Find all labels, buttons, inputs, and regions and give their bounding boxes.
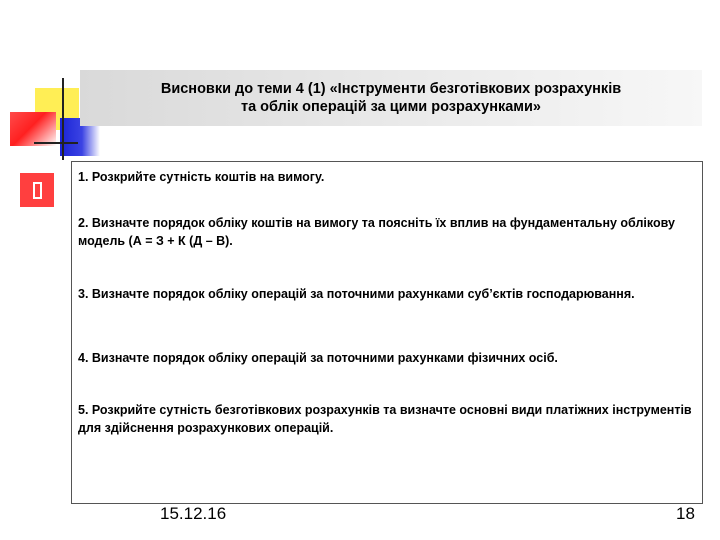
question-item-2: 2. Визначте порядок обліку коштів на вимогу та поясніть їх вплив на фундаментальну облікову модель (А = З + К (Д – В). [78, 216, 675, 248]
placeholder-box-icon [20, 173, 54, 207]
placeholder-glyph-icon [33, 182, 42, 199]
slide-title-line-1: Висновки до теми 4 (1) «Інструменти безготівкових розрахунків [160, 81, 622, 97]
question-item-5: 5. Розкрийте сутність безготівкових розрахунків та визначте основні види платіжних інструментів для здійснення розрахункових операцій. [78, 403, 692, 435]
slide-title-line-2: та облік операцій за цими розрахунками» [240, 99, 541, 115]
page-number: 18 [676, 504, 695, 523]
decor-horizontal-line [34, 142, 78, 144]
slide-title [80, 70, 702, 126]
question-item-3: 3. Визначте порядок обліку операцій за поточними рахунками суб’єктів господарювання. [78, 287, 635, 301]
decor-red-square [10, 112, 56, 146]
footer-date: 15.12.16 [160, 504, 227, 523]
questions-box [71, 161, 703, 504]
question-item-1: 1. Розкрийте сутність коштів на вимогу. [78, 170, 325, 184]
decor-vertical-line [62, 78, 64, 160]
question-item-4: 4. Визначте порядок обліку операцій за поточними рахунками фізичних осіб. [78, 351, 558, 365]
